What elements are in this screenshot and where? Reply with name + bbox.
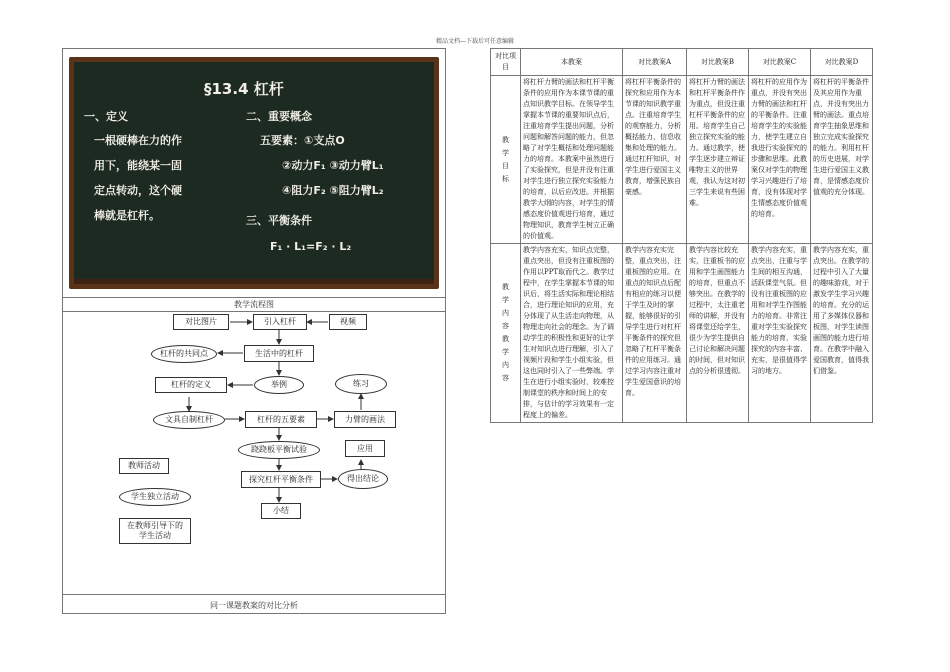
node-self-made-lever: 文具自制杠杆 [153,411,225,429]
table-cell: 将杠杆的应用作为重点，并没有突出力臂的画法和杠杆的平衡条件。注重培育学生的实验能力，使学生建立自我进行实验探究的步骤和思维。此教案仅对学生的物理学习兴趣进行了培育，没有体现对学生情感态度价值观的培育。 [749,76,811,244]
flow-title: 教学流程图 [234,300,274,309]
node-practice: 练习 [335,374,387,394]
board-right-line: 三、平衡条件 [246,214,312,227]
node-draw-conclusion: 得出结论 [338,469,388,489]
analysis-title: 同一课题教案的对比分析 [210,601,298,610]
table-cell: 将杠杆力臂的画法和杠杆平衡条件作为重点，但没注重杠杆平衡条件的应用。培育学生自己独立探究实验的能力。通过教学，使学生逐步建立辩证唯物主义的世界观，我认为这对初三学生来说有些困难。 [687,76,749,244]
table-row [491,76,873,244]
comparison-table [490,48,873,423]
header-compare-item: 对比项目 [491,49,521,76]
table-cell: 教学内容充实完整，重点突出，注重板图的应用。在重点的知识点后配有相应的练习以便于学生及时的掌握，能够很好的引导学生进行对杠杆平衡条件的探究但忽略了杠杆平衡条件的应用练习。通过学习内容注重对学生爱国意识的培育。 [623,244,687,423]
node-application: 应用 [345,440,385,457]
node-summary: 小结 [261,503,301,519]
chalk-tray [74,279,434,284]
node-lever-common-points: 杠杆的共同点 [151,345,217,363]
row-label-goals: 教学目标 [491,76,521,244]
node-explore-balance-condition: 探究杠杆平衡条件 [241,471,321,488]
node-lever-definition: 杠杆的定义 [155,377,227,393]
table-cell: 教学内容充实，知识点完整，重点突出，但没有注重板图的作用以PPT取而代之。教学过程中，在学生掌握本节课的知识后，将生活实际和理论相结合，进行理论知识的应用，充分体现了从生活走向物理，从物理走向社会的理念。为了调动学生的积极性和更好的让学生对知识点进行理解，引入了视频片段和学生小组实验，但这也同时引入了一些弊端。学生在进行小组实验时，较难控制课堂的秩序和时间上的安排，与估计的学习效果有一定程度上的偏差。 [521,244,623,423]
table-cell: 将杠杆的平衡条件及其应用作为重点，并没有突出力臂的画法。重点培育学生抽象思维和独立完成实验探究的能力。利用杠杆的历史进展，对学生进行爱国主义教育，是情感态度价值观的充分体现。 [811,76,873,244]
node-seesaw-experiment: 跷跷板平衡试验 [238,441,320,459]
board-right-line: F₁ · L₁=F₂ · L₂ [270,240,352,253]
node-arm-drawing: 力臂的画法 [334,411,396,428]
board-left-line: 定点转动，这个硬 [94,184,182,197]
node-compare-pictures: 对比图片 [173,314,229,330]
page-header: 精品文档---下载后可任意编辑 [435,38,515,45]
table-cell: 将杠杆力臂的画法和杠杆平衡条件的应用作为本课节课的重点知识教学目标。在领导学生掌握本节课的重要知识点后，注重培育学生提出问题，分析问题和解答问题的能力，但忽略了对学生概括和处理问题能力的培育。本教案中虽然进行了实验探究，但是并没有注重对学生进行独立探究实验能力的培育，以后应改进。并根据教学大纲的内容，对学生的情感态度价值观进行培育，通过物理知识，教育学生树立正确的价值观。 [521,76,623,244]
blackboard-surface [74,62,434,284]
legend-guided-activity: 在教师引导下的学生活动 [119,518,191,544]
table-header-row [491,49,873,76]
board-left-line: 一、定义 [84,110,128,123]
board-right-line: 二、重要概念 [246,110,312,123]
table-cell: 教学内容比较充实，注重板书的应用和学生画图能力的培育，但重点不够突出。在教学的过程中，太注重老师的讲解，并没有将课堂还给学生，很少为学生提供自己讨论和解决问题的时间，但对知识点的分析很透彻。 [687,244,749,423]
board-right-line: 五要素：①支点O [260,134,345,147]
node-introduce-lever: 引入杠杆 [253,314,307,330]
row-label-content: 教学内容教学内容 [491,244,521,423]
header-plan-b: 对比教案B [687,49,749,76]
node-levers-in-life: 生活中的杠杆 [244,345,314,362]
comparison-table-wrapper [490,48,872,423]
table-row [491,244,873,423]
legend-teacher-activity: 教师活动 [119,458,169,474]
table-cell: 教学内容充实，重点突出，注重与学生间的相互沟通，活跃课堂气氛。但没有注重板图的应用和对学生作图能力的培育。非常注重对学生实验探究能力的培育，实验探究的内容丰富、充实，是很值得学习的地方。 [749,244,811,423]
legend-student-independent: 学生独立活动 [119,488,191,506]
table-cell: 教学内容充实，重点突出。在教学的过程中引入了大量的趣味游戏，对于激发学生学习兴趣的培育。充分的运用了多媒体仪器和板图，对学生读图画图的能力进行培育。在教学中融入爱国教育，值得我们借鉴。 [811,244,873,423]
header-plan-a: 对比教案A [623,49,687,76]
board-left-line: 棒就是杠杆。 [94,209,160,222]
board-title: §13.4 杠杆 [204,80,284,98]
flowchart [63,311,445,595]
board-right-line: ②动力F₁ ③动力臂L₁ [282,159,384,172]
table-cell: 将杠杆平衡条件的探究和应用作为本节课的知识教学重点。注重培育学生的观察能力，分析概括能力、信息收集和处理的能力。通过杠杆知识，对学生进行爱国主义教育，增强民族自豪感。 [623,76,687,244]
node-examples: 举例 [254,376,304,394]
header-plan-d: 对比教案D [811,49,873,76]
blackboard-section [63,49,445,298]
board-left-line: 一根硬棒在力的作 [94,134,182,147]
node-five-elements: 杠杆的五要素 [245,411,317,428]
board-right-line: ④阻力F₂ ⑤阻力臂L₂ [282,184,384,197]
blackboard-image [69,57,439,289]
left-panel [62,48,446,614]
header-this-plan: 本教案 [521,49,623,76]
node-video: 视频 [329,314,367,330]
header-plan-c: 对比教案C [749,49,811,76]
board-left-line: 用下，能绕某一固 [94,159,182,172]
